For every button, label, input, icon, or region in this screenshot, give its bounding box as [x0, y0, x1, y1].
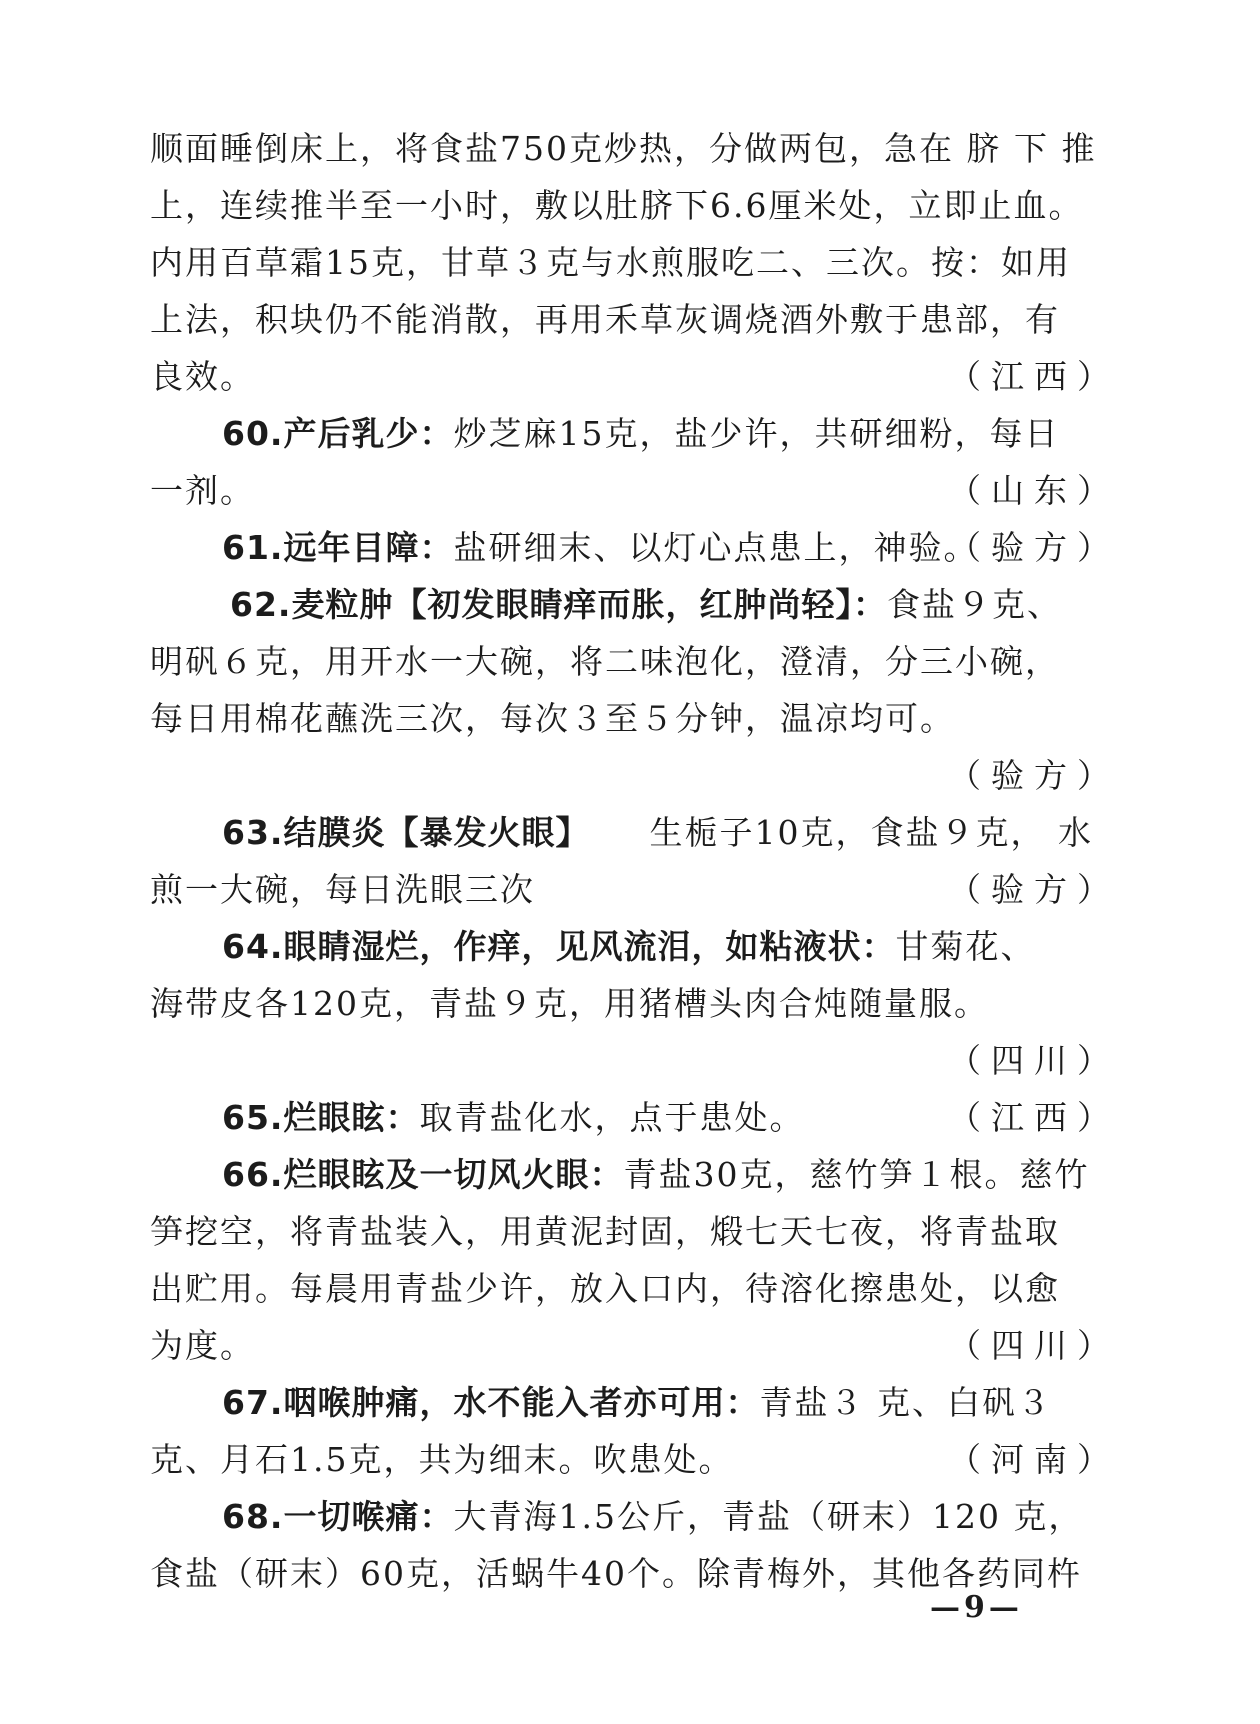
entry-title: 60.产后乳少： — [222, 414, 454, 453]
line-text: 克、月石1.5克，共为细末。吹患处。 — [150, 1440, 734, 1479]
entry-text: 取青盐化水，点于患处。 — [419, 1098, 805, 1137]
line-text: 每日用棉花蘸洗三次，每次３至５分钟，温凉均可。 — [150, 699, 955, 738]
entry-text: 食盐９克、 — [886, 585, 1062, 624]
line-text: 食盐（研末）60克，活蜗牛40个。除青梅外，其他各药同杵 — [150, 1554, 1082, 1593]
text-line — [150, 234, 1130, 291]
entry-63 — [150, 804, 1130, 861]
text-line — [150, 291, 1130, 348]
entry-62 — [150, 576, 1130, 633]
text-line — [150, 1317, 1130, 1374]
entry-title: 67.咽喉肿痛，水不能入者亦可用： — [222, 1383, 760, 1422]
text-line — [150, 120, 1130, 177]
entry-title: 68.一切喉痛： — [222, 1497, 454, 1536]
line-text: 一剂。 — [150, 471, 255, 510]
line-text: 上法，积块仍不能消散，再用禾草灰调烧酒外敷于患部，有 — [150, 300, 1060, 339]
line-text: 顺面睡倒床上，将食盐750克炒热，分做两包，急在 脐 下 推 — [150, 129, 1097, 168]
text-line — [150, 690, 1130, 747]
entry-65 — [150, 1089, 1130, 1146]
line-text: 良效。 — [150, 357, 255, 396]
source-label: （江西） — [948, 357, 1120, 396]
line-text: 出贮用。每晨用青盐少许，放入口内，待溶化擦患处，以愈 — [150, 1269, 1060, 1308]
line-text: 明矾６克，用开水一大碗，将二味泡化，澄清，分三小碗， — [150, 642, 1060, 681]
page-number: —9— — [930, 1590, 1023, 1625]
source-label: （河南） — [948, 1440, 1120, 1479]
entry-title: 61.远年目障： — [222, 528, 454, 567]
entry-67 — [150, 1374, 1130, 1431]
text-line — [150, 975, 1130, 1032]
text-line — [150, 633, 1130, 690]
entry-text: 炒芝麻15克，盐少许，共研细粉，每日 — [453, 414, 1060, 453]
entry-text: 生栀子10克，食盐９克， 水 — [649, 813, 1093, 852]
text-line — [150, 1032, 1130, 1089]
entry-title: 65.烂眼眩： — [222, 1098, 420, 1137]
entry-61 — [150, 519, 1130, 576]
text-line — [150, 462, 1130, 519]
line-text: 笋挖空，将青盐装入，用黄泥封固，煅七天七夜，将青盐取 — [150, 1212, 1060, 1251]
text-line — [150, 348, 1130, 405]
line-text: 内用百草霜15克，甘草３克与水煎服吃二、三次。按：如用 — [150, 243, 1071, 282]
entry-text: 盐研细末、以灯心点患上，神验。 — [453, 528, 979, 567]
entry-64 — [150, 918, 1130, 975]
source-label: （四川） — [948, 1326, 1120, 1365]
text-line — [150, 177, 1130, 234]
source-label: （验方） — [948, 528, 1120, 567]
entry-text: 大青海1.5公斤，青盐（研末）120 克， — [453, 1497, 1084, 1536]
source-label: （验方） — [948, 870, 1120, 909]
entry-60 — [150, 405, 1130, 462]
text-line — [150, 861, 1130, 918]
source-label: （山东） — [948, 471, 1120, 510]
entry-title: 62.麦粒肿【初发眼睛痒而胀，红肿尚轻】： — [230, 585, 887, 624]
entry-text: 青盐３ 克、白矾３ — [759, 1383, 1052, 1422]
text-line — [150, 1203, 1130, 1260]
line-text: 煎一大碗，每日洗眼三次 — [150, 870, 535, 909]
text-line — [150, 747, 1130, 804]
text-line — [150, 1260, 1130, 1317]
entry-title: 66.烂眼眩及一切风火眼： — [222, 1155, 624, 1194]
entry-text: 甘菊花、 — [895, 927, 1036, 966]
line-text: 为度。 — [150, 1326, 255, 1365]
line-text: 上，连续推半至一小时，敷以肚脐下6.6厘米处，立即止血。 — [150, 186, 1084, 225]
text-line — [150, 1431, 1130, 1488]
line-text: 海带皮各120克，青盐９克，用猪槽头肉合炖随量服。 — [150, 984, 989, 1023]
source-label: （四川） — [948, 1041, 1120, 1080]
entry-title: 63.结膜炎【暴发火眼】 — [222, 813, 590, 852]
source-label: （江西） — [948, 1098, 1120, 1137]
entry-text: 青盐30克，慈竹笋１根。慈竹 — [623, 1155, 1090, 1194]
text-body — [150, 120, 1130, 1602]
source-label: （验方） — [948, 756, 1120, 795]
entry-title: 64.眼睛湿烂，作痒，见风流泪，如粘液状： — [222, 927, 896, 966]
entry-68 — [150, 1488, 1130, 1545]
entry-66 — [150, 1146, 1130, 1203]
